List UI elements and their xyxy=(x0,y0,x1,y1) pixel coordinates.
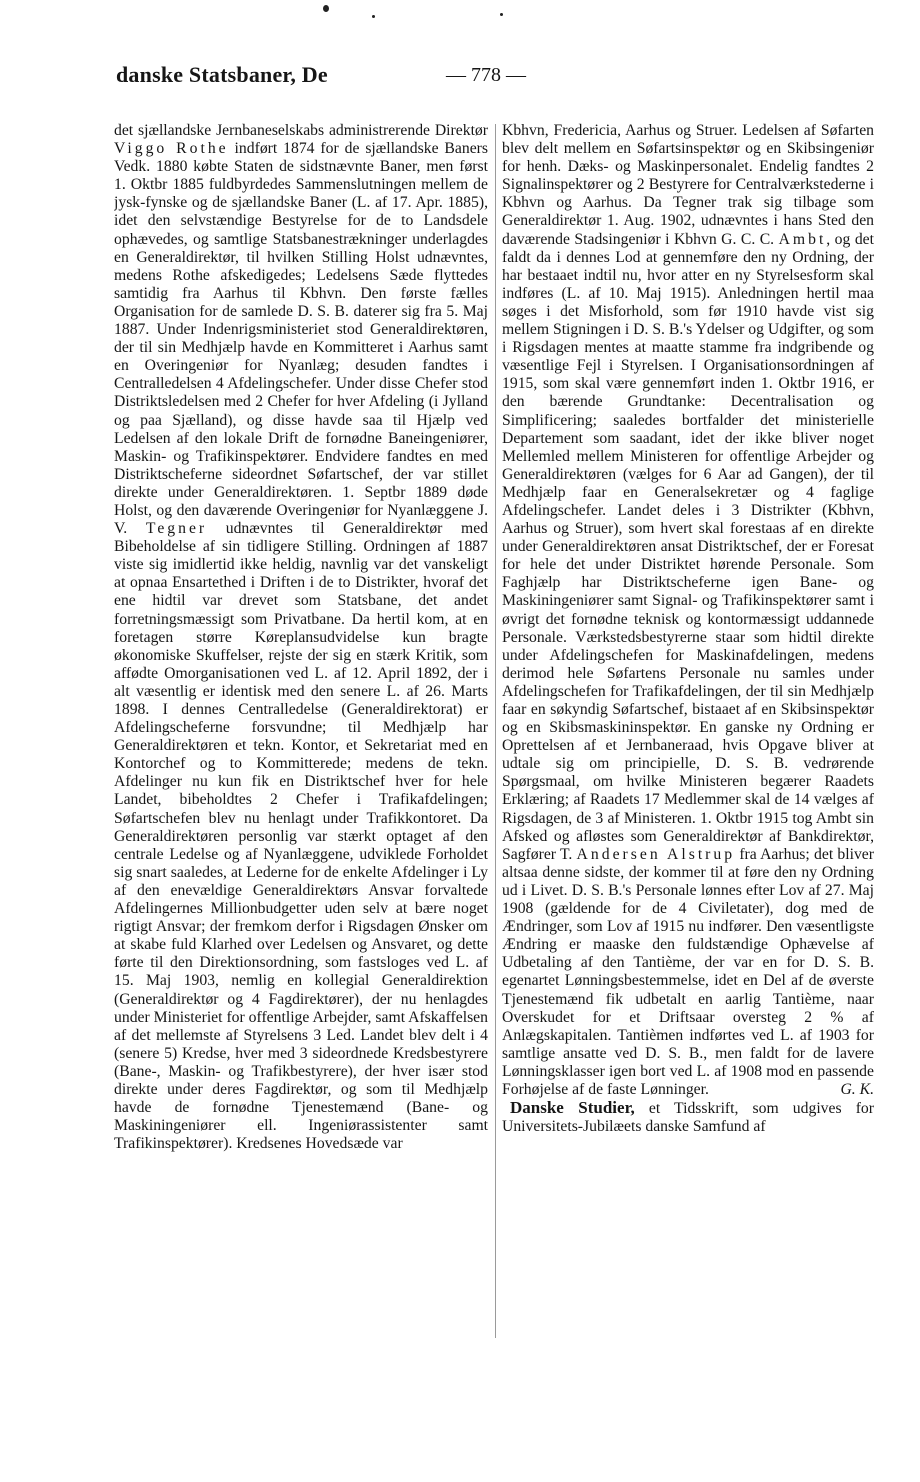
person-name: Tegner xyxy=(145,520,208,538)
author-signature: G. K. xyxy=(840,1080,874,1098)
page-header xyxy=(116,62,874,96)
person-name: Viggo Rothe xyxy=(114,140,229,158)
print-speck xyxy=(372,15,375,18)
paragraph xyxy=(502,122,874,1099)
text-run: udnævntes til Generaldirektør med Bibeholdelse af sin tidligere Stilling. Ordningen af 1887 viste sig imidlertid ikke heldig, navnlig var det vanskeligt at opnaa Ensartethed i Driften i de to Distrikter, hvoraf det ene hidtil var drevet som Statsbane, det andet forretningsmæssigt som Privatbane. Da hertil kom, at en foretagen større Køreplansudvidelse kun bragte økonomiske Skuffelser, rejste der sig en stærk Kritik, som affødte Omorganisationen ved L. af 12. April 1892, der i alt væsentlig er identisk med den senere L. af 26. Marts 1898. I dennes Centralledelse (Generaldirektorat) er Afdelingscheferne forsvundne; til Medhjælp har Generaldirektøren et tekn. Kontor, et Sekretariat med en Kontorchef og to Kommitterede; medens de tekn. Afdelinger nu kun fik en Distriktschef hver for hele Landet, bibeholdtes 2 Chefer i Trafikafdelingen; Søfartschefen blev nu henlagt under Trafikkontoret. Da Generaldirektøren personlig var stærkt optaget af den centrale Ledelse og af Nyanlæggene, udviklede Forholdet sig snart saaledes, at Lederne for de enkelte Afdelinger i Ly af den enevældige Generaldirektørs Ansvar forvaltede Afdelingernes Millionbudgetter uden selv at bære noget rigtigt Ansvar; der fremkom derfor i Rigsdagen Ønsker om at skabe fuld Klarhed over Ledelsen og Ansvaret, og dette førte til den Direktionsordning, som fastsloges ved L. af 15. Maj 1903, nemlig en kollegial Generaldirektion (Generaldirektør og 4 Fagdirektører), der nu henlagdes under Ministeriet for offentlige Arbejder, samt Afskaffelsen af det mellemste af Styrelsens 3 Led. Landet blev delt i 4 (senere 5) Kredse, hver med 3 sideordnede Kredsbestyrere (Bane-, Maskin- og Trafikbestyrere), der hver især stod direkte under deres Fagdirektør, og som til Medhjælp havde de fornødne Tjenestemænd (Bane- og Maskiningeniører ell. Ingeniørassistenter samt Trafikinspektører). Kredsenes Hovedsæde var xyxy=(114,520,488,1153)
text-run: et Tidsskrift, som udgives for Universitets-Jubilæets danske Samfund af xyxy=(502,1100,874,1136)
print-speck xyxy=(323,5,329,12)
page-number: — 778 — xyxy=(446,64,526,86)
text-run: fra Aarhus; det bliver altsaa denne sidste, der kommer til at føre den ny Ordning ud i Livet. D. S. B.'s Personale lønnes efter Lov af 27. Maj 1908 (gældende for de 4 Civiletater), dog med de Ændringer, som Lov af 1915 nu indfører. Den væsentligste Ændring er maaske den fuldstændige Ophævelse af Udbetaling af den Tantième, der var en for D. S. B. egenartet Lønningsbestemmelse, idet en Del af de øverste Tjenestemænd fik udbetalt en aarlig Tantième, naar Overskudet for et Driftsaar oversteg 2 % af Anlægskapitalen. Tantièmen indførtes ved L. af 1903 for samtlige ansatte ved D. S. B., men faldt for de lavere Lønningsklasser igen bort ved L. af 1908 mod en passende Forhøjelse af de faste Lønninger. xyxy=(502,845,874,1098)
text-run: , og det faldt da i dennes Lod at gennemføre den ny Ordning, der har bestaaet indtil nu, hvor atter en ny Styrelsesform skal indføres (L. af 10. Maj 1915). Anledningen hertil maa søges i det Misforhold, som før 1910 havde vist sig mellem Stigningen i D. S. B.'s Ydelser og Udgifter, og som i Rigsdagen mentes at maatte stamme fra indgribende og væsentlige Fejl i Styrelsen. I Organisationsordningen af 1915, som skal være gennemført inden 1. Oktbr 1916, er den bærende Grundtanke: Decentralisation og Simplificering; saaledes bortfalder det ministerielle Departement som saadant, idet der ikke bliver noget Mellemled mellem Ministeren for offentlige Arbejder og Generaldirektøren (vælges for 6 Aar ad Gangen), der til Medhjælp faar en Generalsekretær og 4 faglige Afdelingschefer. Landet deles i 3 Distrikter (Kbhvn, Aarhus og Struer), som hvert skal forestaas af en direkte under Generaldirektøren ansat Distriktschef, der er Foresat for hele det under Distriktet hørende Personale. Som Faghjælp har Distriktscheferne igen Bane- og Maskiningeniører samt Signal- og Trafikinspektører samt i øvrigt det fornødne teknisk og kontormæssigt uddannede Personale. Værkstedsbestyrerne staar som hidtil direkte under Afdelingschefen for Maskinafdelingen, medens derimod hele Søfartens Personale nu samles under Afdelingschefen for Trafikafdelingen, der til sin Medhjælp faar en søkyndig Søfartschef, bistaaet af en Skibsinspektør og en Skibsmaskininspektør. En ganske ny Ordning er Oprettelsen af et Jernbaneraad, hvis Opgave bliver at udtale sig om principielle, D. S. B. vedrørende Spørgsmaal, om hvilke Ministeren begærer Raadets Erklæring; af Raadets 17 Medlemmer skal de 14 vælges af Rigsdagen, de 3 af Ministeren. 1. Oktbr 1915 tog Ambt sin Afsked og afløstes som Generaldirektør af Bankdirektør, Sagfører T. xyxy=(502,230,874,863)
entry xyxy=(502,1099,874,1136)
column-divider xyxy=(495,124,496,1338)
text-run: det sjællandske Jernbaneselskabs administrerende Direktør xyxy=(114,122,488,139)
text-run: Kbhvn, Fredericia, Aarhus og Struer. Ledelsen af Søfarten blev delt mellem en Søfartsinspektør og en Skibsingeniør for henh. Dæks- og Maskinpersonalet. Endelig fandtes 2 Signalinspektører og 2 Bestyrere for Centralværkstederne i Kbhvn og Aarhus. Da Tegner trak sig tilbage som Generaldirektør 1. Aug. 1902, udnævntes i hans Sted den daværende Stadsingeniør i Kbhvn G. C. C. xyxy=(502,122,874,248)
running-head: danske Statsbaner, De xyxy=(116,62,328,87)
right-column xyxy=(502,122,874,1342)
left-column xyxy=(114,122,488,1342)
text-run: indført 1874 for de sjællandske Baners Vedk. 1880 købte Staten de sidstnævnte Baner, men først 1. Oktbr 1885 fuldbyrdedes Sammenslutningen mellem de jysk-fynske og de sjællandske Baner (L. af 17. Apr. 1885), idet den selvstændige Bestyrelse for de to Landsdele ophævedes, og samtlige Statsbanestrækninger underlagdes en Generaldirektør, til hvilken Stilling Holst udnævntes, medens Rothe afskedigedes; Ledelsens Sæde flyttedes samtidig fra Aarhus til Kbhvn. Den første fælles Organisation for de samlede D. S. B. daterer sig fra 5. Maj 1887. Under Indenrigsministeriet stod Generaldirektøren, der til sin Medhjælp havde en Kommitteret i Aarhus samt en Overingeniør for Nyanlæg; desuden fandtes i Centralledelsen 4 Afdelingschefer. Under disse Chefer stod Distriktsledelsen med 2 Chefer for hver Afdeling (i Jylland og paa Sjælland), og disse havde saa til Hjælp ved Ledelsen af den lokale Drift de fornødne Baneingeniører, Maskin- og Trafikinspektører. Endvidere fandtes en med Distriktscheferne sideordnet Søfartschef, der var stillet direkte under Generaldirektøren. 1. Septbr 1889 døde Holst, og den daværende Overingeniør for Nyanlæggene J. V. xyxy=(114,140,488,538)
entry-headword: Danske Studier, xyxy=(510,1098,635,1118)
print-speck xyxy=(500,13,503,16)
person-name: Andersen Alstrup xyxy=(576,845,736,863)
person-name: Ambt xyxy=(778,230,827,248)
paragraph xyxy=(114,122,488,1153)
